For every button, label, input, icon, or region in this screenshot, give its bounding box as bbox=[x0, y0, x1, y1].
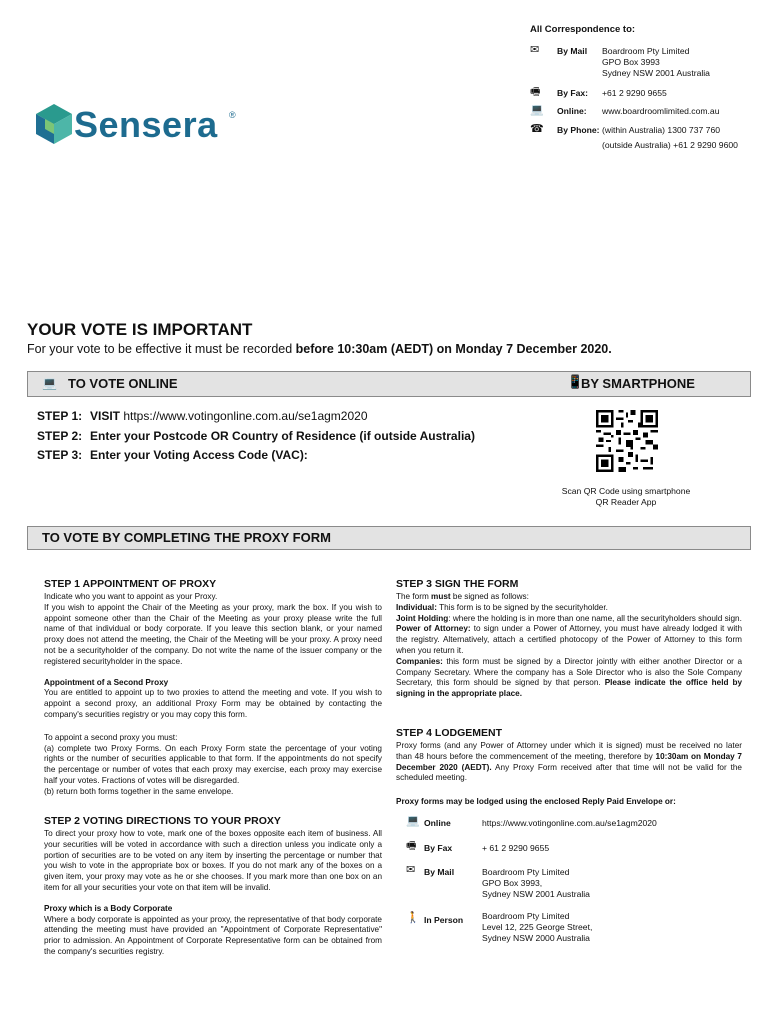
lodge-online-url[interactable]: https://www.votingonline.com.au/se1agm2020 bbox=[482, 818, 657, 828]
lodge-online-label: Online bbox=[424, 818, 451, 828]
smartphone-icon: 📱 bbox=[567, 374, 584, 389]
person-icon: 🚶 bbox=[406, 912, 420, 924]
correspondence-title: All Correspondence to: bbox=[530, 24, 636, 35]
body-corporate-heading: Proxy which is a Body Corporate bbox=[44, 903, 173, 913]
envelope-icon: ✉ bbox=[530, 44, 540, 56]
body-corporate-text: Where a body corporate is appointed as your proxy, the representative of that body corporate attending the meeting must have provided an "Appointment of Corporate Representative" prior to admission. An Appointment of Corporate Representative form can be obtained from the company's securities registry. bbox=[44, 914, 382, 956]
second-proxy-text: You are entitled to appoint up to two proxies to attend the meeting and vote. If you wish to appoint a second proxy, an additional Proxy Form may be obtained by contacting the company's securities registry or you may copy this form. bbox=[44, 688, 382, 719]
lodge-mail-address: Boardroom Pty Limited GPO Box 3993, Sydney NSW 2001 Australia bbox=[482, 867, 590, 900]
phone-outside: (outside Australia) +61 2 9290 9600 bbox=[602, 140, 738, 151]
step3-body bbox=[396, 592, 742, 700]
step4-text: Proxy forms (and any Power of Attorney under which it is signed) must be received no later than 48 hours before the commencement of the meeting, therefore by 10:30am on Monday 7 December 2020 (AEDT). Any Proxy Form received after that time will not be valid for the scheduled meeting. bbox=[396, 741, 742, 783]
second-proxy-step-a: (a) complete two Proxy Forms. On each Proxy Form state the percentage of your voting rights or the number of securities applicable to that form. If the appointments do not specify the percentage or number of votes that each proxy may exercise, each proxy may exercise half your votes. Fractions of votes will be disregarded. bbox=[44, 743, 382, 785]
qr-code[interactable] bbox=[596, 410, 658, 472]
lodge-fax-number: + 61 2 9290 9655 bbox=[482, 843, 550, 853]
lodge-intro: Proxy forms may be lodged using the enclosed Reply Paid Envelope or: bbox=[396, 797, 676, 806]
fax-icon: 🖷 bbox=[406, 840, 417, 852]
step-number: STEP 3: bbox=[37, 448, 83, 462]
laptop-icon: 💻 bbox=[42, 376, 57, 390]
mail-line-3: Sydney NSW 2001 Australia bbox=[602, 68, 710, 79]
logo-text: Sensera bbox=[74, 104, 218, 145]
second-proxy-instructions: To appoint a second proxy you must: bbox=[44, 732, 178, 742]
step3-companies: Companies: this form must be signed by a Director jointly with either another Director or a Company Secretary. Where the company has a Sole Director who is also the Sole Company Secretary, this form should be signed by that person. Please indicate the office held by signing in the appropriate place. bbox=[396, 656, 743, 699]
qr-caption-line-2: QR Reader App bbox=[595, 497, 657, 507]
phone-numbers bbox=[602, 125, 738, 151]
step3-intro: The form must be signed as follows: bbox=[396, 592, 529, 601]
online-label: Online: bbox=[557, 106, 587, 116]
online-step-3 bbox=[37, 448, 308, 462]
vote-title: YOUR VOTE IS IMPORTANT bbox=[27, 320, 253, 339]
mail-line-2: GPO Box 3993 bbox=[602, 57, 660, 68]
step3-poa: Power of Attorney: to sign under a Power of Attorney, you must have already lodged it with the registry. Alternatively, attach a certified photocopy of the Power of Attorney to this form when you return it. bbox=[396, 624, 742, 655]
online-step-1 bbox=[37, 409, 368, 423]
lodge-mail-label: By Mail bbox=[424, 867, 455, 877]
second-proxy-step-b: (b) return both forms together in the same envelope. bbox=[44, 786, 234, 796]
step3-joint: Joint Holding: where the holding is in more than one name, all the securityholders should sign. bbox=[396, 613, 742, 623]
by-smartphone-label: BY SMARTPHONE bbox=[581, 376, 695, 391]
step1-heading: STEP 1 APPOINTMENT OF PROXY bbox=[44, 578, 217, 590]
lodge-person-label: In Person bbox=[424, 915, 464, 925]
phone-icon: ☎ bbox=[530, 123, 544, 135]
voting-url[interactable]: https://www.votingonline.com.au/se1agm2020 bbox=[123, 409, 368, 423]
fax-icon: 🖷 bbox=[530, 86, 541, 98]
step3-heading: STEP 3 SIGN THE FORM bbox=[396, 578, 519, 590]
lodge-person-address: Boardroom Pty Limited Level 12, 225 George Street, Sydney NSW 2000 Australia bbox=[482, 911, 593, 944]
vote-subtitle bbox=[27, 342, 612, 356]
online-url[interactable]: www.boardroomlimited.com.au bbox=[602, 106, 720, 116]
vote-deadline: before 10:30am (AEDT) on Monday 7 December 2020. bbox=[295, 342, 612, 356]
step1-intro: Indicate who you want to appoint as your Proxy. bbox=[44, 592, 218, 601]
step-label: Enter your Voting Access Code (VAC): bbox=[90, 448, 308, 462]
step-number: STEP 2: bbox=[37, 429, 83, 443]
fax-label: By Fax: bbox=[557, 88, 589, 98]
step2-heading: STEP 2 VOTING DIRECTIONS TO YOUR PROXY bbox=[44, 815, 281, 827]
proxy-form-bar bbox=[27, 526, 751, 550]
second-proxy-heading: Appointment of a Second Proxy bbox=[44, 677, 169, 687]
step2-body bbox=[44, 829, 382, 958]
step-number: STEP 1: bbox=[37, 409, 83, 423]
vote-subtitle-text: For your vote to be effective it must be recorded bbox=[27, 342, 296, 356]
qr-caption-line-1: Scan QR Code using smartphone bbox=[561, 486, 691, 496]
logo-registered-mark: ® bbox=[229, 110, 236, 120]
mail-line-1: Boardroom Pty Limited bbox=[602, 46, 690, 56]
vote-online-label: TO VOTE ONLINE bbox=[68, 376, 178, 391]
proxy-form-title: TO VOTE BY COMPLETING THE PROXY FORM bbox=[42, 530, 331, 545]
step-label: VISIT bbox=[90, 409, 124, 423]
step4-heading: STEP 4 LODGEMENT bbox=[396, 727, 502, 739]
online-step-2 bbox=[37, 429, 475, 443]
step3-individual: Individual: This form is to be signed by the securityholder. bbox=[396, 602, 608, 612]
qr-caption bbox=[540, 486, 712, 508]
lodge-fax-label: By Fax bbox=[424, 843, 453, 853]
phone-within: (within Australia) 1300 737 760 bbox=[602, 125, 721, 135]
vote-online-bar bbox=[27, 371, 751, 397]
laptop-icon: 💻 bbox=[530, 104, 544, 116]
step-label: Enter your Postcode OR Country of Residence (if outside Australia) bbox=[90, 429, 475, 443]
mail-label: By Mail bbox=[557, 46, 588, 56]
step2-directions-text: To direct your proxy how to vote, mark one of the boxes opposite each item of business. All your securities will be voted in accordance with such a direction unless you indicate only a portion of securities are to be voted on any item by inserting the percentage or number that you wish to vote in the appropriate box or boxes. If you do not mark any of the boxes on a given item, your proxy may vote as he or she chooses. If you mark more than one box on an item for all your securities your vote on that item will be invalid. bbox=[44, 829, 382, 892]
laptop-icon: 💻 bbox=[406, 815, 420, 827]
sensera-logo bbox=[36, 100, 246, 150]
step1-chair-text: If you wish to appoint the Chair of the Meeting as your proxy, mark the box. If you wish to appoint someone other than the Chair of the Meeting as your proxy please write the full name of that individual or body corporate. If you leave this section blank, or your named proxy does not attend the meeting, the Chair of the Meeting will be your proxy. A proxy need not be a securityholder of the company. Do not write the name of the issuer company or the registered securityholder in the space. bbox=[44, 602, 382, 666]
mail-address bbox=[602, 46, 710, 80]
step1-body bbox=[44, 592, 382, 798]
logo-mark-icon bbox=[36, 104, 72, 144]
phone-label: By Phone: bbox=[557, 125, 600, 135]
fax-number: +61 2 9290 9655 bbox=[602, 88, 667, 98]
step4-body bbox=[396, 741, 742, 784]
envelope-icon: ✉ bbox=[406, 864, 416, 876]
